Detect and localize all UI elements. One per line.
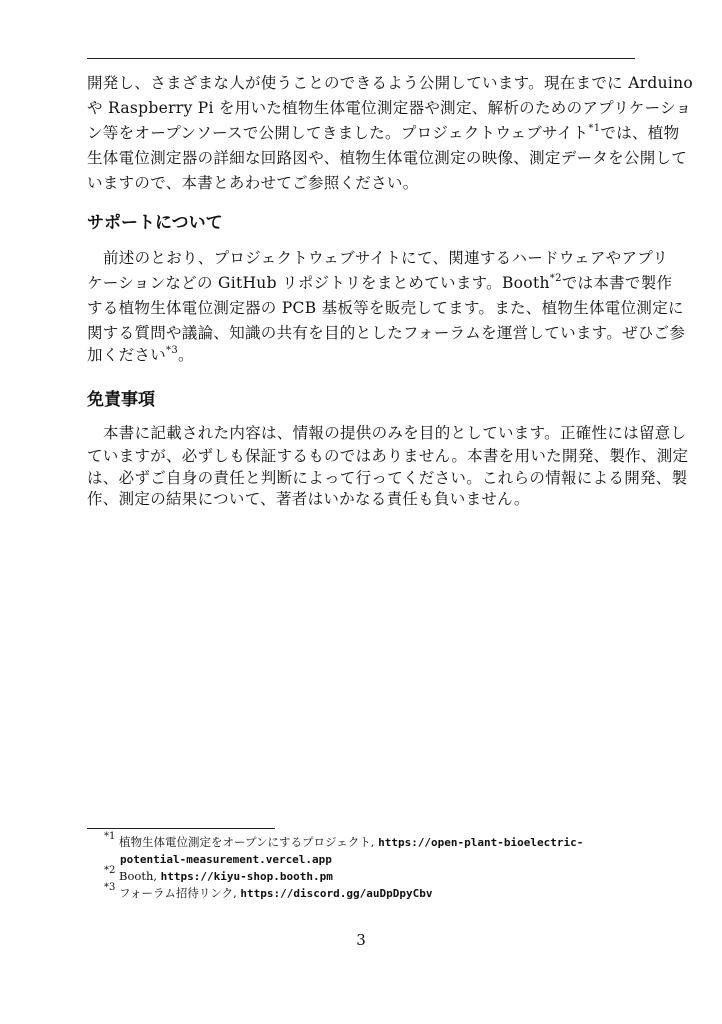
header-rule bbox=[87, 58, 635, 59]
footnote-rule bbox=[87, 828, 275, 829]
text-line: 前述のとおり、プロジェクトウェブサイトにて、関連するハードウェアやアプリ bbox=[103, 249, 669, 267]
footnote-ref[interactable]: *3 bbox=[166, 345, 178, 356]
section-heading-support: サポートについて bbox=[87, 213, 223, 233]
footnote-ref[interactable]: *1 bbox=[588, 123, 601, 134]
text-line: や Raspberry Pi を用いた植物生体電位測定器や測定、解析のためのアプリケーショ bbox=[87, 99, 692, 117]
footnote-ref[interactable]: *2 bbox=[549, 273, 562, 284]
footnote-1-cont bbox=[120, 851, 332, 868]
section-heading-disclaimer: 免責事項 bbox=[87, 390, 155, 410]
text-line: 作、測定の結果について、著者はいかなる責任も負いません。 bbox=[87, 490, 530, 508]
footnote-link[interactable]: https://kiyu-shop.booth.pm bbox=[160, 870, 333, 883]
footnote-link[interactable]: https://open-plant-bioelectric- bbox=[378, 836, 584, 849]
text-line: ケーションなどの GitHub リポジトリをまとめています。Booth$^{*2}$では本書で製作 bbox=[87, 273, 673, 292]
text-line: 加ください$^{*3}$。 bbox=[87, 345, 194, 364]
page-number: 3 bbox=[356, 931, 366, 949]
text-line: 生体電位測定器の詳細な回路図や、植物生体電位測定の映像、測定データを公開して bbox=[87, 149, 688, 167]
text-line: いますので、本書とあわせてご参照ください。 bbox=[87, 174, 419, 192]
footnote-link[interactable]: potential-measurement.vercel.app bbox=[120, 853, 332, 866]
text-line: する植物生体電位測定器の PCB 基板等を販売してます。また、植物生体電位測定に bbox=[87, 299, 684, 317]
footnote-2: $^{*2}$ Booth, https://kiyu-shop.booth.pm bbox=[104, 865, 333, 883]
text-line: 本書に記載された内容は、情報の提供のみを目的としています。正確性には留意し bbox=[103, 424, 687, 442]
text-line: ていますが、必ずしも保証するものではありません。本書を用いた開発、製作、測定 bbox=[87, 447, 689, 465]
text-line: ン等をオープンソースで公開してきました。プロジェクトウェブサイト$^{*1}$では、植物 bbox=[87, 123, 680, 142]
text-line: 関する質問や議論、知識の共有を目的としたフォーラムを運営しています。ぜひご参 bbox=[87, 324, 686, 342]
footnote-3: $^{*3}$ フォーラム招待リンク, https://discord.gg/auDpDpyCbv bbox=[104, 882, 433, 900]
text-line: 開発し、さまざまな人が使うことのできるよう公開しています。現在までに Arduino bbox=[87, 74, 694, 92]
text-line: は、必ずご自身の責任と判断によって行ってください。これらの情報による開発、製 bbox=[87, 469, 688, 487]
footnote-link[interactable]: https://discord.gg/auDpDpyCbv bbox=[240, 887, 433, 900]
footnote-1: $^{*1}$ 植物生体電位測定をオープンにするプロジェクト, https://open-plant-bioelectric- bbox=[104, 831, 584, 849]
